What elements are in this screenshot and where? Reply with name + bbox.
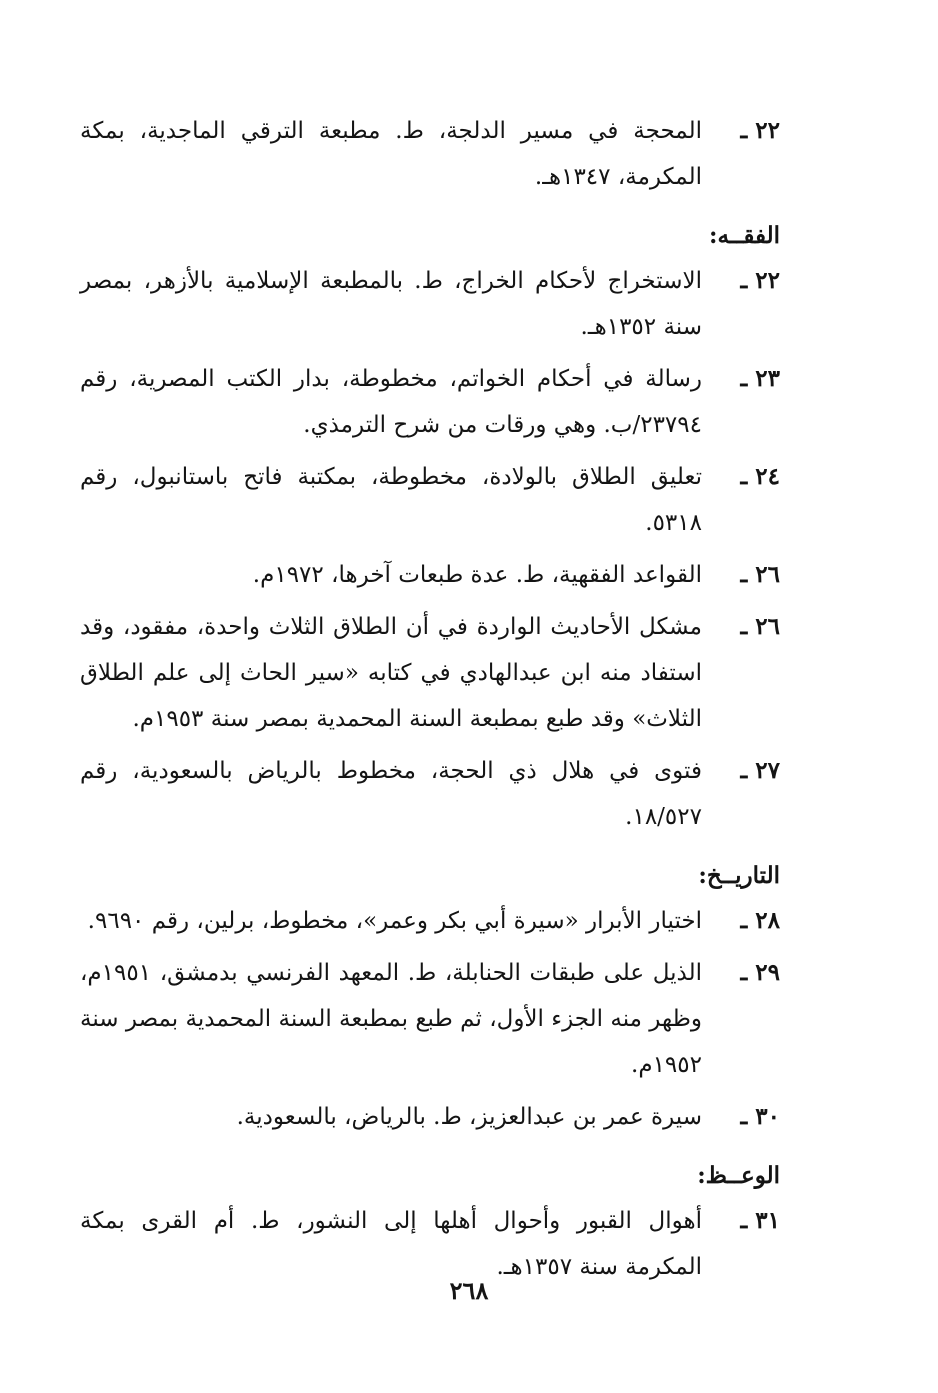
page-number: ٢٦٨ <box>449 1276 489 1305</box>
list-item <box>80 108 780 200</box>
entry-number: ٢٤ ـ <box>740 463 780 490</box>
entry-number: ٢٦ ـ <box>740 613 780 640</box>
section-heading-preaching: الوعــظ: <box>697 1162 780 1189</box>
entry-number: ٢٢ ـ <box>740 267 780 294</box>
list-item <box>80 604 780 742</box>
list-item <box>80 950 780 1088</box>
entry-text: الاستخراج لأحكام الخراج، ط. بالمطبعة الإسلامية بالأزهر، بمصر سنة ١٣٥٢هـ. <box>80 268 702 340</box>
list-item <box>80 898 780 944</box>
entry-text: فتوى في هلال ذي الحجة، مخطوط بالرياض بالسعودية، رقم ١٨/٥٢٧. <box>80 758 702 830</box>
list-item <box>80 454 780 546</box>
list-item <box>80 258 780 350</box>
section-heading-history: التاريــخ: <box>698 862 780 889</box>
bibliography-list <box>80 108 780 1296</box>
entry-number: ٢٩ ـ <box>740 959 780 986</box>
entry-text: المحجة في مسير الدلجة، ط. مطبعة الترقي الماجدية، بمكة المكرمة، ١٣٤٧هـ. <box>80 118 702 190</box>
entry-number: ٢٧ ـ <box>740 757 780 784</box>
entry-text: مشكل الأحاديث الواردة في أن الطلاق الثلاث واحدة، مفقود، وقد استفاد منه ابن عبدالهادي في كتابه «سير الحاث إلى علم الطلاق الثلاث» وقد طبع بمطبعة السنة المحمدية بمصر سنة ١٩٥٣م. <box>80 614 702 732</box>
entry-text: الذيل على طبقات الحنابلة، ط. المعهد الفرنسي بدمشق، ١٩٥١م، وظهر منه الجزء الأول، ثم طبع بمطبعة السنة المحمدية بمصر سنة ١٩٥٢م. <box>80 960 702 1078</box>
entry-text: رسالة في أحكام الخواتم، مخطوطة، بدار الكتب المصرية، رقم ٢٣٧٩٤/ب. وهي ورقات من شرح الترمذي. <box>80 366 702 438</box>
entry-text: اختيار الأبرار «سيرة أبي بكر وعمر»، مخطوط، برلين، رقم ٩٦٩٠. <box>87 908 702 934</box>
entry-text: تعليق الطلاق بالولادة، مخطوطة، بمكتبة فاتح باستانبول، رقم ٥٣١٨. <box>80 464 702 536</box>
entry-number: ٢٣ ـ <box>740 365 780 392</box>
entry-text: القواعد الفقهية، ط. عدة طبعات آخرها، ١٩٧٢م. <box>252 562 702 588</box>
entry-number: ٣٠ ـ <box>740 1103 780 1130</box>
entry-number: ٣١ ـ <box>740 1207 780 1234</box>
entry-number: ٢٢ ـ <box>740 117 780 144</box>
entry-number: ٢٦ ـ <box>740 561 780 588</box>
section-heading-fiqh: الفقــه: <box>709 222 780 249</box>
entry-text: سيرة عمر بن عبدالعزيز، ط. بالرياض، بالسعودية. <box>236 1104 702 1130</box>
list-item <box>80 748 780 840</box>
list-item <box>80 552 780 598</box>
list-item <box>80 356 780 448</box>
entry-text: أهوال القبور وأحوال أهلها إلى النشور، ط. أم القرى بمكة المكرمة سنة ١٣٥٧هـ. <box>80 1208 702 1280</box>
entry-number: ٢٨ ـ <box>740 907 780 934</box>
list-item <box>80 1094 780 1140</box>
